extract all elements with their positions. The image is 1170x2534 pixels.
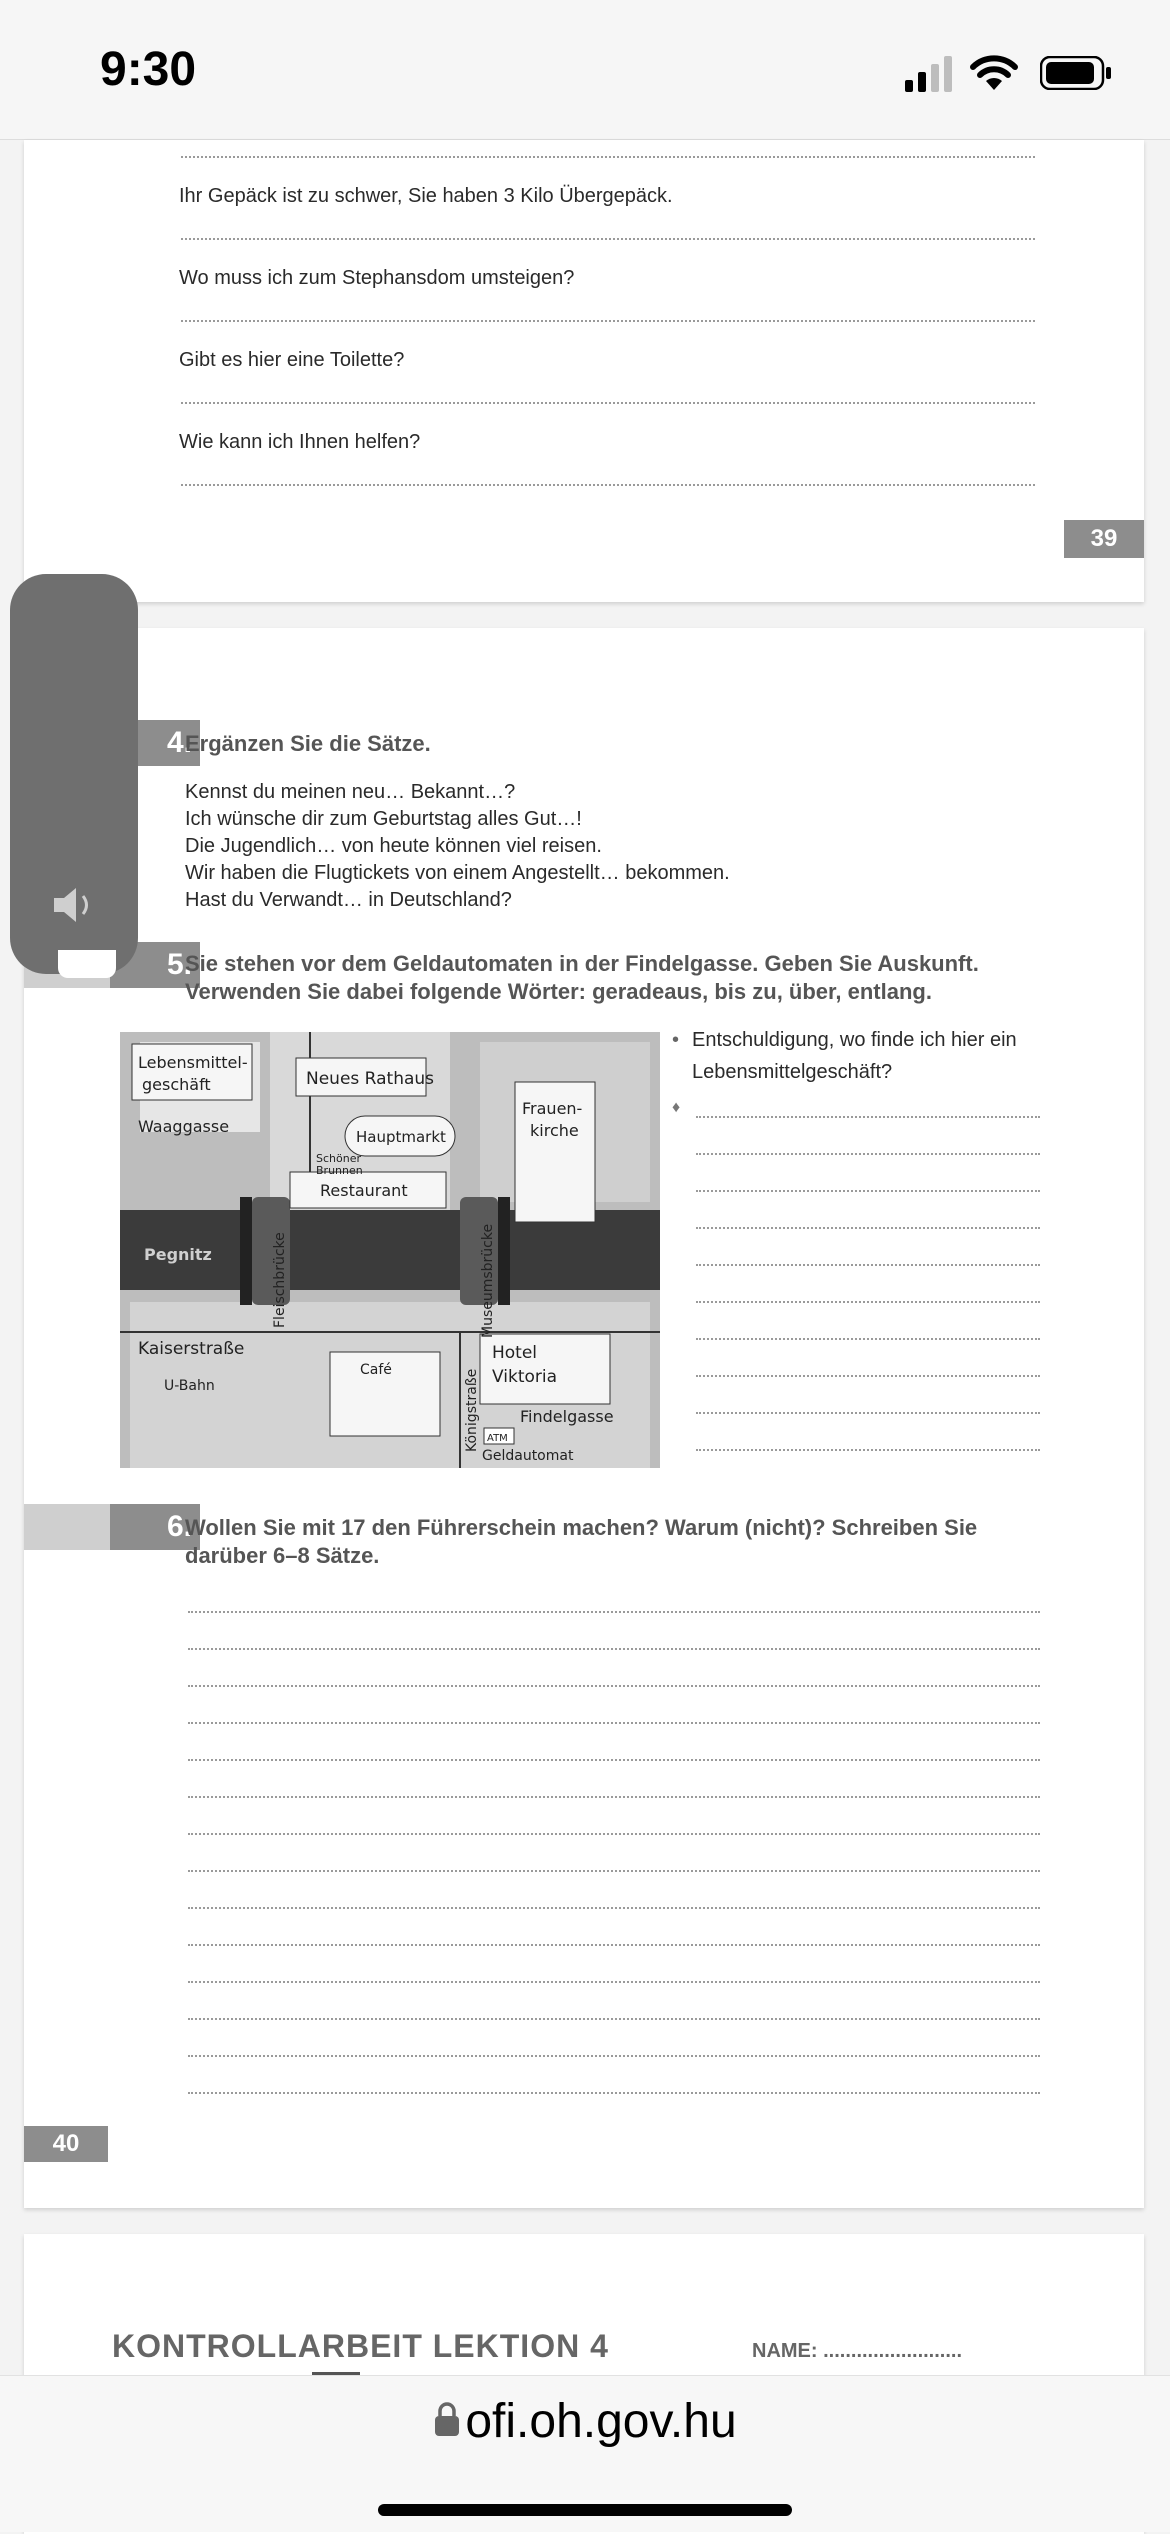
answer-line <box>696 1264 1040 1266</box>
answer-line <box>696 1449 1040 1451</box>
page-40 <box>24 628 1144 2208</box>
answer-line <box>696 1412 1040 1414</box>
map-label-koenigstrasse: Königstraße <box>464 1368 480 1452</box>
answer-line <box>188 2092 1040 2094</box>
map-label-pegnitz: Pegnitz <box>144 1245 212 1264</box>
answer-line <box>181 402 1035 404</box>
answer-line <box>188 1648 1040 1650</box>
answer-line <box>188 1722 1040 1724</box>
exercise-4-line: Die Jugendlich… von heute können viel reisen. <box>185 835 602 857</box>
answer-line <box>188 1759 1040 1761</box>
exercise-6-heading-1: Wollen Sie mit 17 den Führerschein machen? Warum (nicht)? Schreiben Sie <box>185 1515 978 1540</box>
question-2: Wo muss ich zum Stephansdom umsteigen? <box>179 267 575 289</box>
map-label-hotel-1: Hotel <box>492 1343 538 1363</box>
exercise-6-bar <box>24 1504 110 1550</box>
question-4: Wie kann ich Ihnen helfen? <box>179 431 421 453</box>
url-text[interactable]: ofi.oh.gov.hu <box>465 2395 737 2448</box>
map-label-restaurant: Restaurant <box>320 1181 408 1200</box>
map-label-cafe: Café <box>360 1362 392 1378</box>
map-label-museumsbruecke: Museumsbrücke <box>480 1223 496 1338</box>
map-label-atm: ATM <box>487 1433 508 1444</box>
next-page-title: KONTROLLARBEIT LEKTION 4 <box>112 2328 609 2364</box>
browser-bottom-bar <box>0 2375 1170 2532</box>
exercise-4-line: Wir haben die Flugtickets von einem Angestellt… bekommen. <box>185 862 730 884</box>
dialog-question-2: Lebensmittelgeschäft? <box>692 1061 893 1083</box>
map-label-hotel-2: Viktoria <box>492 1367 558 1387</box>
answer-line <box>696 1116 1040 1118</box>
map-label-geldautomat: Geldautomat <box>482 1448 574 1464</box>
answer-line <box>188 2055 1040 2057</box>
answer-line <box>696 1375 1040 1377</box>
answer-line <box>188 1833 1040 1835</box>
city-map-illustration <box>120 1032 660 1468</box>
map-label-ubahn: U-Bahn <box>164 1378 215 1394</box>
answer-line <box>188 1796 1040 1798</box>
overlay-tab <box>58 950 116 978</box>
exercise-4-line: Kennst du meinen neu… Bekannt…? <box>185 781 516 803</box>
map-label-rathaus: Neues Rathaus <box>306 1069 435 1089</box>
battery-icon <box>1040 56 1112 90</box>
answer-line <box>696 1227 1040 1229</box>
answer-marker: ♦ <box>672 1099 681 1116</box>
exercise-5-number: 5. <box>110 942 200 988</box>
status-time: 9:30 <box>100 43 197 96</box>
answer-line <box>188 1611 1040 1613</box>
exercise-4-number: 4. <box>134 720 200 766</box>
page-number: 40 <box>24 2126 108 2162</box>
map-label-lebensmittel-2: geschäft <box>142 1075 211 1094</box>
map-label-hauptmarkt: Hauptmarkt <box>356 1128 446 1146</box>
speaker-icon[interactable] <box>52 884 98 926</box>
map-label-brunnen-1: Schöner <box>316 1152 361 1165</box>
map-label-frauen-1: Frauen- <box>522 1099 583 1118</box>
map-label-frauen-2: kirche <box>530 1121 579 1140</box>
answer-line <box>181 320 1035 322</box>
map-label-findelgasse: Findelgasse <box>520 1407 614 1426</box>
answer-line <box>181 156 1035 158</box>
answer-line <box>188 1981 1040 1983</box>
question-1: Ihr Gepäck ist zu schwer, Sie haben 3 Kilo Übergepäck. <box>179 185 673 207</box>
map-label-lebensmittel-1: Lebensmittel- <box>138 1053 248 1072</box>
answer-line <box>188 1907 1040 1909</box>
status-bar <box>0 0 1170 140</box>
exercise-5-heading-1: Sie stehen vor dem Geldautomaten in der Findelgasse. Geben Sie Auskunft. <box>185 951 979 976</box>
dialog-bullet: • <box>672 1029 680 1051</box>
audio-overlay[interactable] <box>10 574 138 974</box>
answer-line <box>696 1301 1040 1303</box>
map-label-kaiserstrasse: Kaiserstraße <box>138 1339 245 1359</box>
question-3: Gibt es hier eine Toilette? <box>179 349 405 371</box>
map-label-fleischbruecke: Fleischbrücke <box>272 1232 288 1328</box>
answer-line <box>696 1338 1040 1340</box>
exercise-6-number: 6. <box>110 1504 200 1550</box>
exercise-6-heading-2: darüber 6–8 Sätze. <box>185 1543 380 1568</box>
answer-line <box>696 1190 1040 1192</box>
answer-line <box>181 484 1035 486</box>
exercise-4-line: Hast du Verwandt… in Deutschland? <box>185 889 512 911</box>
answer-line <box>188 1944 1040 1946</box>
exercise-5-heading-2: Verwenden Sie dabei folgende Wörter: geradeaus, bis zu, über, entlang. <box>185 979 932 1004</box>
answer-line <box>181 238 1035 240</box>
home-indicator <box>378 2504 792 2516</box>
wifi-icon <box>970 54 1018 92</box>
map-label-brunnen-2: Brunnen <box>316 1164 363 1177</box>
answer-line <box>188 2018 1040 2020</box>
map-label-waaggasse: Waaggasse <box>138 1117 230 1136</box>
answer-line <box>696 1153 1040 1155</box>
name-field-label: NAME: ......................... <box>752 2340 963 2362</box>
cellular-signal-icon <box>905 56 955 92</box>
exercise-4-line: Ich wünsche dir zum Geburtstag alles Gut…! <box>185 808 582 830</box>
page-number: 39 <box>1064 520 1144 558</box>
url-bar[interactable] <box>0 2394 1170 2464</box>
lock-icon <box>433 2401 461 2442</box>
exercise-4-heading: Ergänzen Sie die Sätze. <box>185 731 431 756</box>
page-39 <box>24 140 1144 602</box>
dialog-question-1: Entschuldigung, wo finde ich hier ein <box>692 1029 1017 1051</box>
answer-line <box>188 1685 1040 1687</box>
answer-line <box>188 1870 1040 1872</box>
